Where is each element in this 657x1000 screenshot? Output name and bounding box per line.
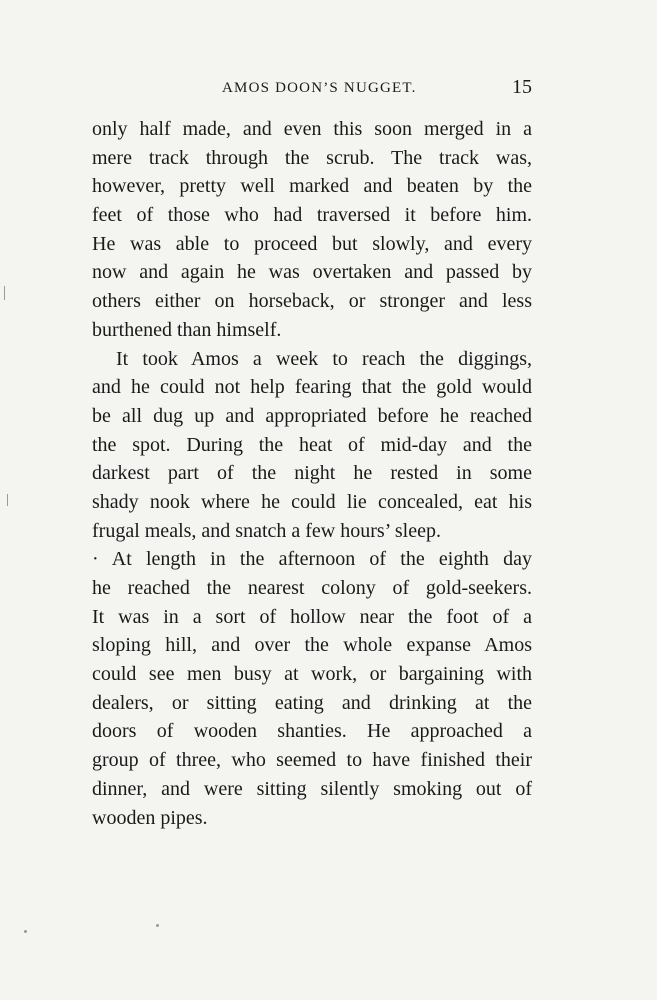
paragraph-1 — [92, 115, 532, 345]
text-line: could see men busy at work, or bargaining with — [92, 663, 532, 686]
text-line: the spot. During the heat of mid-day and the — [92, 433, 532, 456]
text-line: It was in a sort of hollow near the foot of a — [92, 605, 532, 628]
scan-speck — [156, 924, 159, 927]
text-line: only half made, and even this soon merged in a — [92, 118, 532, 140]
scan-speck — [24, 930, 27, 933]
text-line: He was able to proceed but slowly, and every — [92, 232, 532, 255]
text-line: It took Amos a week to reach the diggings, — [116, 347, 532, 370]
scan-speck — [7, 494, 8, 506]
scan-speck — [4, 286, 5, 300]
paragraph-2 — [92, 345, 532, 546]
text-line: burthened than himself. — [92, 318, 282, 341]
text-line: others either on horseback, or stronger and less — [92, 290, 532, 313]
text-line: and he could not help fearing that the gold would — [92, 376, 532, 399]
text-line: sloping hill, and over the whole expanse Amos — [92, 634, 532, 657]
text-line: mere track through the scrub. The track was, — [92, 146, 532, 169]
text-line: wooden pipes. — [92, 806, 208, 829]
body-text — [92, 115, 532, 832]
text-line: shady nook where he could lie concealed, eat his — [92, 490, 532, 513]
text-line: be all dug up and appropriated before he reached — [92, 404, 532, 427]
text-line: darkest part of the night he rested in some — [92, 462, 532, 485]
text-line: frugal meals, and snatch a few hours’ sleep. — [92, 519, 441, 542]
text-line: doors of wooden shanties. He approached a — [92, 720, 532, 743]
text-line: he reached the nearest colony of gold-seekers. — [92, 577, 532, 599]
text-line: dealers, or sitting eating and drinking at the — [92, 691, 532, 714]
text-line: dinner, and were sitting silently smoking out of — [92, 777, 532, 800]
text-line: group of three, who seemed to have finished their — [92, 749, 532, 772]
running-title: AMOS DOON’S NUGGET. — [222, 80, 417, 96]
text-line: feet of those who had traversed it before him. — [92, 204, 532, 227]
text-line: however, pretty well marked and beaten by the — [92, 175, 532, 198]
text-line: now and again he was overtaken and passed by — [92, 261, 532, 284]
page-header — [92, 76, 532, 102]
text-line: · At length in the afternoon of the eighth day — [92, 548, 532, 571]
paragraph-3 — [92, 545, 532, 832]
page-number: 15 — [512, 76, 532, 98]
